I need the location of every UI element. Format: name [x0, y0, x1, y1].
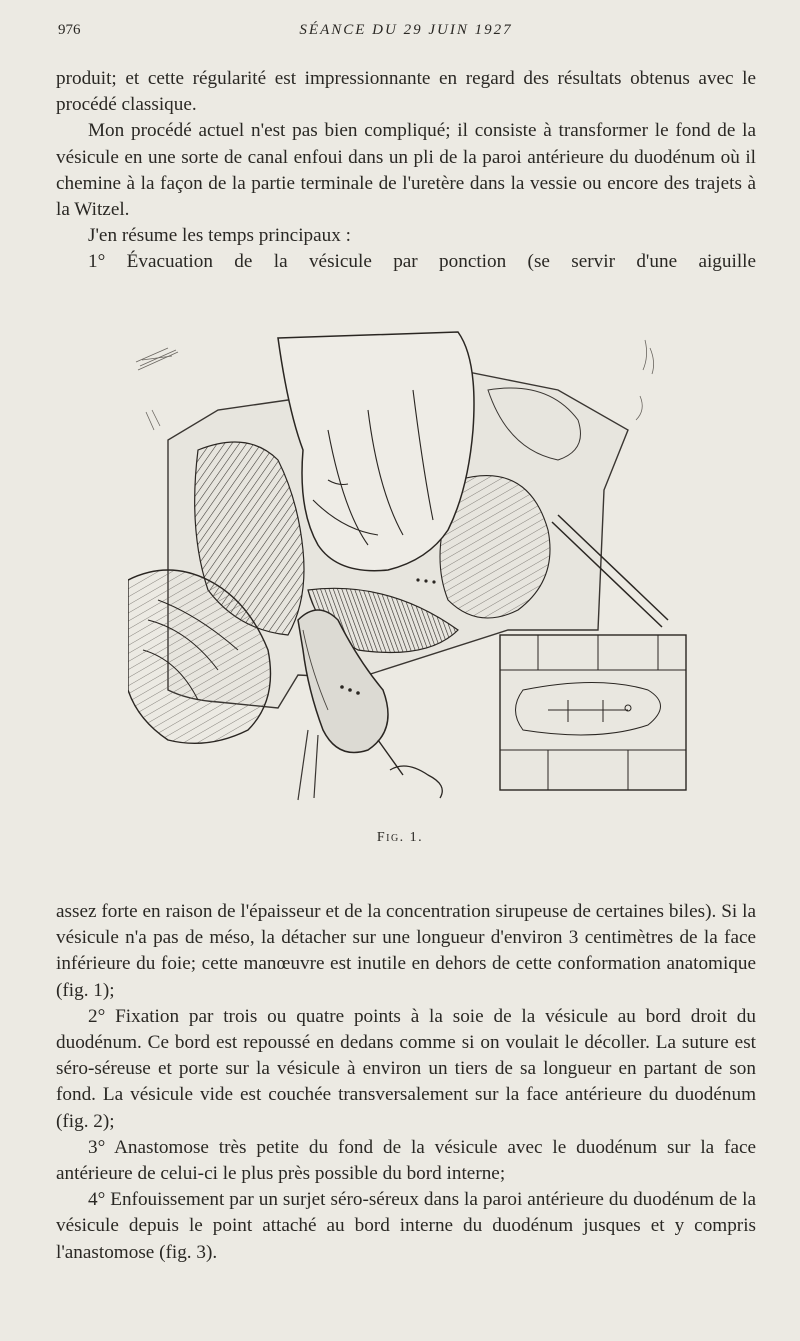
- paragraph: 4° Enfouissement par un surjet séro-séreux dans la paroi antérieure du duodénum de la vésicule depuis le point attaché au bord interne du duodénum jusques et y compris l'anastomose (fig. 3).: [56, 1189, 756, 1263]
- surgical-illustration: [128, 330, 688, 802]
- paragraph: J'en résume les temps principaux :: [88, 225, 351, 247]
- page-header: [58, 22, 754, 46]
- figure-caption: Fig. 1.: [376, 830, 424, 845]
- paragraph: produit; et cette régularité est impressionnante en regard des résultats obtenus avec le procédé classique.: [56, 68, 756, 116]
- page-number: 976: [58, 22, 81, 38]
- paragraph: assez forte en raison de l'épaisseur et de la concentration sirupeuse de certaines biles). Si la vésicule n'a pas de méso, la détacher sur une longueur d'environ 3 centimètres de la face inférieure du foie; cette manœuvre est inutile en dehors de cette conformation anatomique (fig. 1);: [56, 901, 756, 1001]
- text-block-top: [56, 66, 756, 276]
- paragraph: 3° Anastomose très petite du fond de la vésicule avec le duodénum sur la face antérieure de celui-ci le plus près possible du bord interne;: [56, 1136, 756, 1185]
- paragraph: Mon procédé actuel n'est pas bien compliqué; il consiste à transformer le fond de la vésicule en une sorte de canal enfoui dans un pli de la paroi antérieure du duodénum où il chemine à la façon de la partie terminale de l'uretère dans la vessie ou encore des trajets à la Witzel.: [56, 120, 756, 221]
- paragraph: 2° Fixation par trois ou quatre points à la soie de la vésicule au bord droit du duodénum. Ce bord est repoussé en dedans comme si on voulait le décoller. La suture est séro-séreuse et porte sur la vésicule à environ un tiers de sa longueur en partant de son fond. La vésicule vide est couchée transversalement sur la face antérieure du duodénum (fig. 2);: [56, 1005, 756, 1132]
- text-block-bottom: [56, 899, 756, 1266]
- running-title: SÉANCE DU 29 JUIN 1927: [299, 22, 513, 38]
- paragraph: 1° Évacuation de la vésicule par ponction (se servir d'une aiguille: [88, 251, 756, 273]
